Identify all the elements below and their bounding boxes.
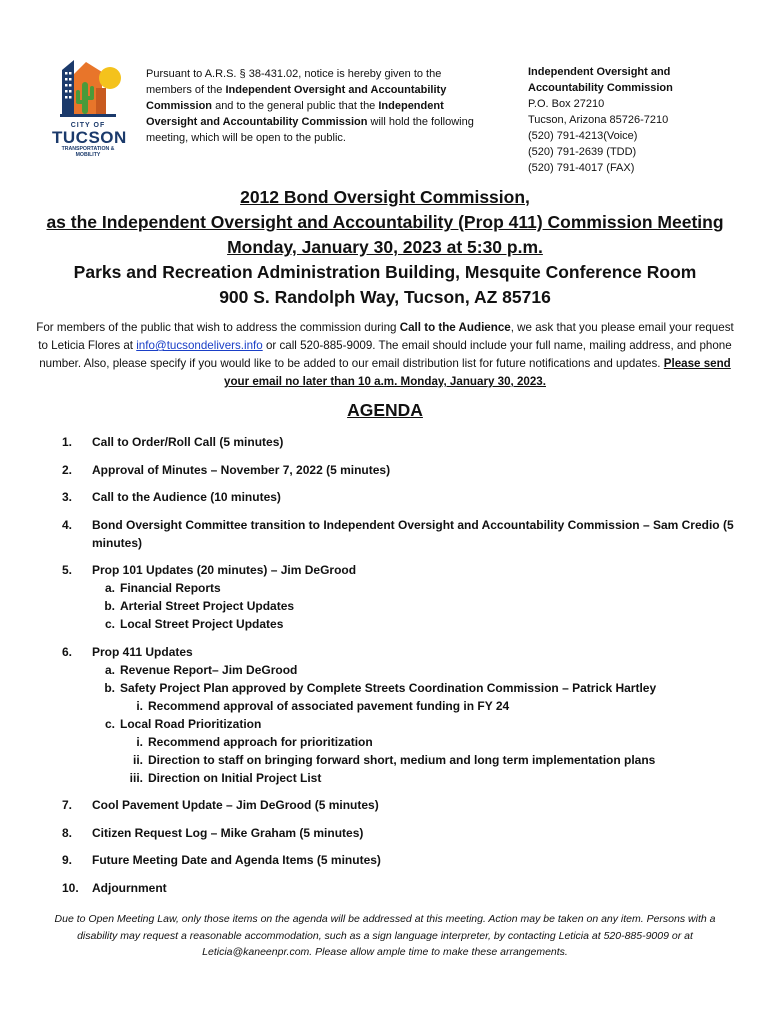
address-tdd: (520) 791-2639 (TDD): [528, 146, 637, 158]
agenda-subitem-marker: b.: [104, 599, 115, 613]
address-po-box: P.O. Box 27210: [528, 98, 605, 110]
pub-deadline: Please send your email no later than 10 a.m. Monday, January 30, 2023.: [224, 357, 731, 388]
agenda-subsubitem-text: Recommend approval of associated pavement funding in FY 24: [148, 698, 510, 713]
pub-text-1: For members of the public that wish to address the commission during: [36, 321, 400, 334]
agenda-subsubitem: [92, 751, 742, 769]
heading-line-2: as the Independent Oversight and Accountability (Prop 411) Commission Meeting: [46, 212, 724, 232]
agenda-item: [62, 561, 742, 633]
public-comment-notice: [34, 319, 736, 391]
agenda-item-number: 2.: [62, 462, 73, 477]
meeting-notice: [146, 66, 476, 146]
agenda-subsubitem-marker: i.: [136, 698, 143, 713]
agenda-list: [62, 433, 742, 906]
agenda-subsubitem: [92, 697, 742, 715]
agenda-item-number: 4.: [62, 517, 73, 532]
agenda-subitem: [92, 679, 742, 697]
agenda-item-text: Bond Oversight Committee transition to Independent Oversight and Accountability Commission – Sam Credio (5 minutes): [92, 517, 734, 550]
agenda-item-number: 8.: [62, 825, 73, 840]
agenda-item: [62, 461, 742, 479]
agenda-subitem-marker: a.: [104, 581, 115, 595]
agenda-title: AGENDA: [347, 400, 423, 420]
agenda-item-body: [92, 516, 742, 552]
agenda-item-body: [92, 851, 742, 869]
agenda-item-body: [92, 433, 742, 451]
agenda-subsubitem-text: Recommend approach for prioritization: [148, 734, 373, 749]
agenda-item-body: [92, 796, 742, 814]
agenda-subitem-marker: b.: [104, 680, 115, 695]
agenda-item: [62, 851, 742, 869]
agenda-item-text: Prop 411 Updates: [92, 644, 193, 659]
agenda-item-body: [92, 561, 742, 633]
address-voice: (520) 791-4213(Voice): [528, 130, 638, 142]
agenda-item-number: 7.: [62, 798, 73, 812]
agenda-item: [62, 824, 742, 842]
notice-text-1: Pursuant to A.R.S. § 38-431.02, notice is hereby given to the members of the: [146, 68, 442, 96]
agenda-item-text: Approval of Minutes – November 7, 2022 (5 minutes): [92, 462, 391, 477]
pub-bold: Call to the Audience: [399, 321, 511, 334]
agenda-subsubitem-text: Direction on Initial Project List: [148, 770, 322, 785]
notice-text-2: and to the general public that the: [212, 100, 379, 112]
notice-text-3: will hold the following meeting, which will be open to the public.: [146, 116, 474, 144]
heading-line-5: 900 S. Randolph Way, Tucson, AZ 85716: [219, 287, 551, 307]
address-title-1: Independent Oversight and: [528, 66, 671, 78]
commission-address: [528, 64, 728, 176]
logo-city-of: CITY OF: [70, 122, 106, 129]
agenda-item-body: [92, 824, 742, 842]
logo-subtitle-1: TRANSPORTATION &: [61, 146, 115, 152]
agenda-item-number: 6.: [62, 644, 73, 659]
agenda-item-body: [92, 488, 742, 506]
agenda-item-number: 1.: [62, 435, 73, 449]
agenda-item: [62, 516, 742, 552]
heading-line-1: 2012 Bond Oversight Commission,: [240, 187, 530, 207]
agenda-subitem-text: Financial Reports: [120, 581, 221, 595]
agenda-subitem-marker: c.: [104, 617, 115, 631]
pub-text-2: , we ask that you please email your request to Leticia Flores at: [38, 321, 734, 352]
email-link[interactable]: info@tucsondelivers.info: [136, 339, 263, 352]
footer-disclaimer: Due to Open Meeting Law, only those items on the agenda will be addressed at this meeting. Action may be taken on any item. Persons with a disability may request a reasonable accommodation, such as a sign language interpreter, by contacting Leticia at 520-885-9009 or at Leticia@kaneenpr.com. Please allow ample time to make these arrangements.: [54, 913, 716, 958]
agenda-item-text: Adjournment: [92, 880, 167, 895]
agenda-subitem-text: Revenue Report– Jim DeGrood: [120, 662, 298, 677]
agenda-subsubitem-marker: i.: [136, 734, 143, 749]
agenda-subsubitem: [92, 733, 742, 751]
agenda-item-text: Citizen Request Log – Mike Graham (5 minutes): [92, 825, 364, 840]
meeting-heading: [0, 185, 770, 310]
agenda-subitem: [92, 615, 742, 633]
agenda-subsubitem-marker: iii.: [129, 770, 143, 785]
notice-bold-1: Independent Oversight and Accountability Commission: [146, 84, 447, 112]
agenda-item: [62, 643, 742, 787]
heading-line-4: Parks and Recreation Administration Building, Mesquite Conference Room: [73, 262, 697, 282]
logo-subtitle-2: MOBILITY: [75, 152, 101, 158]
agenda-item: [62, 433, 742, 451]
logo-tucson: TUCSON: [52, 128, 127, 147]
agenda-subitem-marker: a.: [104, 662, 115, 677]
city-skyline-cactus-icon: [52, 52, 124, 120]
agenda-subitem: [92, 579, 742, 597]
agenda-item-text: Future Meeting Date and Agenda Items (5 minutes): [92, 853, 381, 867]
agenda-item-number: 3.: [62, 490, 73, 504]
agenda-item-text: Prop 101 Updates (20 minutes) – Jim DeGrood: [92, 563, 357, 577]
agenda-item: [62, 488, 742, 506]
agenda-item-number: 9.: [62, 853, 73, 867]
agenda-subitem-text: Safety Project Plan approved by Complete Streets Coordination Commission – Patrick Hartley: [120, 680, 657, 695]
address-fax: (520) 791-4017 (FAX): [528, 162, 635, 174]
agenda-item: [62, 796, 742, 814]
pub-text-3: or call 520-885-9009. The email should include your full name, mailing address, and phone number. Also, please specify if you would like to be added to our email distribution list for future notifications and updates.: [39, 339, 732, 370]
agenda-subitem: [92, 597, 742, 615]
address-city: Tucson, Arizona 85726-7210: [528, 114, 669, 126]
agenda-item: [62, 879, 742, 897]
address-title-2: Accountability Commission: [528, 82, 673, 94]
agenda-item-number: 5.: [62, 563, 73, 577]
agenda-item-number: 10.: [62, 880, 79, 895]
agenda-subitem-text: Arterial Street Project Updates: [120, 599, 295, 613]
notice-bold-2: Independent Oversight and Accountability Commission: [146, 100, 444, 128]
agenda-subitem-text: Local Street Project Updates: [120, 617, 284, 631]
agenda-item-text: Call to Order/Roll Call (5 minutes): [92, 435, 284, 449]
heading-line-3: Monday, January 30, 2023 at 5:30 p.m.: [227, 237, 543, 257]
agenda-subsubitem-marker: ii.: [132, 752, 143, 767]
agenda-subsubitem: [92, 769, 742, 787]
agenda-subsubitem-text: Direction to staff on bringing forward short, medium and long term implementation plans: [148, 752, 656, 767]
agenda-subitem-text: Local Road Prioritization: [120, 716, 262, 731]
agenda-item-body: [92, 461, 742, 479]
agenda-subitem: [92, 715, 742, 733]
agenda-item-body: [92, 879, 742, 897]
agenda-subitem-marker: c.: [104, 716, 115, 731]
city-of-tucson-logo: [52, 52, 127, 170]
agenda-item-body: [92, 643, 742, 787]
agenda-item-text: Call to the Audience (10 minutes): [92, 490, 281, 504]
agenda-subitem: [92, 661, 742, 679]
agenda-item-text: Cool Pavement Update – Jim DeGrood (5 minutes): [92, 798, 379, 812]
